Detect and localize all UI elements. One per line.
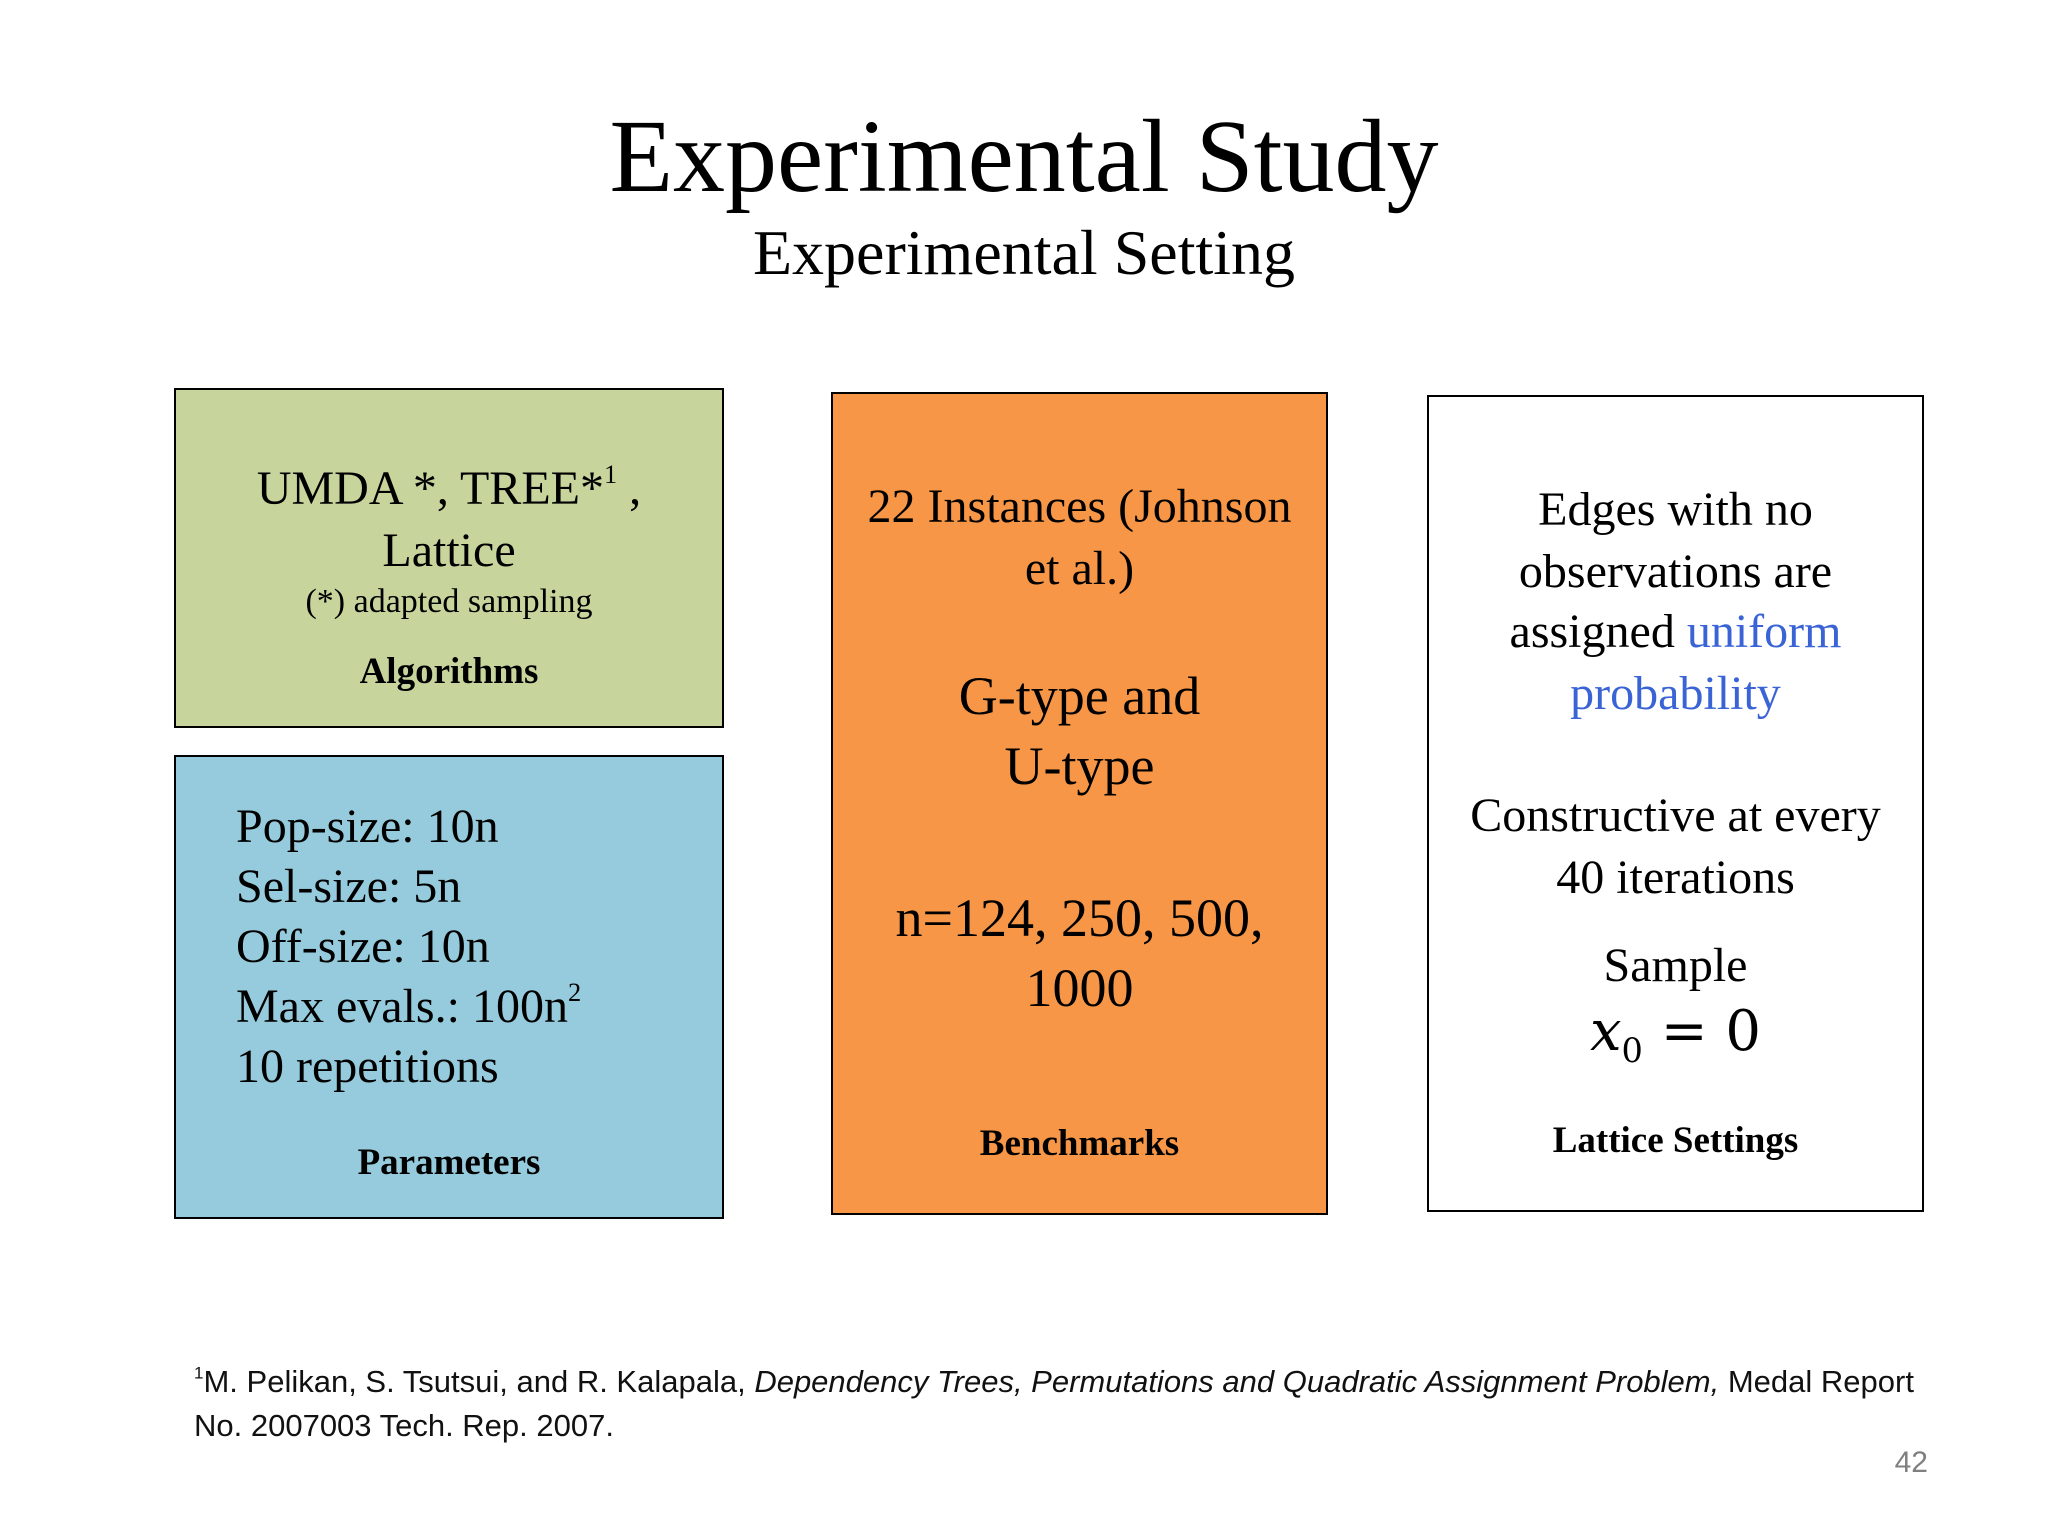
lattice-settings-label: Lattice Settings [1552, 1120, 1799, 1161]
parameters-label: Parameters [357, 1142, 541, 1183]
benchmarks-types-line1: G-type and [958, 666, 1201, 726]
benchmarks-types-line2: U-type [1004, 736, 1155, 796]
highlight-uniform: uniform [1686, 605, 1842, 658]
lattice-edges-line3: assigned uniform [1509, 605, 1842, 658]
parameter-pop-size: Pop-size: 10n [236, 800, 499, 853]
algorithms-line1: UMDA *, TREE*$^1$ , [256, 458, 642, 515]
lattice-edges-line4: probability [1570, 667, 1781, 720]
parameters-box [174, 755, 724, 1219]
lattice-edges-line1: Edges with no [1538, 483, 1813, 536]
benchmarks-instances-line1: 22 Instances (Johnson [867, 480, 1292, 533]
benchmarks-box [831, 392, 1328, 1215]
slide-title: Experimental Study [609, 99, 1439, 214]
footnote-title: Dependency Trees, Permutations and Quadratic Assignment Problem, [754, 1364, 1720, 1399]
parameter-sel-size: Sel-size: 5n [236, 860, 462, 913]
slide-subtitle: Experimental Setting [752, 217, 1296, 288]
parameter-off-size: Off-size: 10n [236, 920, 490, 973]
algorithms-box [174, 388, 724, 728]
benchmarks-instances-line2: et al.) [1024, 542, 1135, 595]
lattice-sample-label: Sample [1603, 939, 1748, 992]
algorithms-line2: Lattice [382, 524, 516, 577]
footnote: $^1$M. Pelikan, S. Tsutsui, and R. Kalapala, Dependency Trees, Permutations and Quadratic Assignment Problem, Medal Report No. 2007003 Tech. Rep. 2007. [194, 1363, 1914, 1443]
footnote-ref: 1 [603, 458, 618, 489]
lattice-sample-equation: $x_0 = 0$ [1589, 999, 1762, 1071]
lattice-settings-box [1427, 395, 1924, 1212]
parameter-repetitions: 10 repetitions [236, 1040, 499, 1093]
page-number: 42 [1894, 1446, 1928, 1479]
benchmarks-sizes-line2: 1000 [1025, 958, 1134, 1018]
benchmarks-sizes-line1: n=124, 250, 500, [895, 888, 1264, 948]
lattice-constructive-line2: 40 iterations [1556, 851, 1795, 904]
algorithms-note: (*) adapted sampling [305, 583, 593, 620]
benchmarks-label: Benchmarks [979, 1123, 1180, 1164]
algorithms-label: Algorithms [359, 651, 539, 692]
parameter-max-evals: Max evals.: $100n^2$ [236, 976, 582, 1033]
lattice-edges-line2: observations are [1518, 545, 1833, 598]
lattice-constructive-line1: Constructive at every [1470, 789, 1881, 842]
parameters-list [236, 797, 581, 1097]
footnote-marker: 1 [194, 1363, 204, 1383]
